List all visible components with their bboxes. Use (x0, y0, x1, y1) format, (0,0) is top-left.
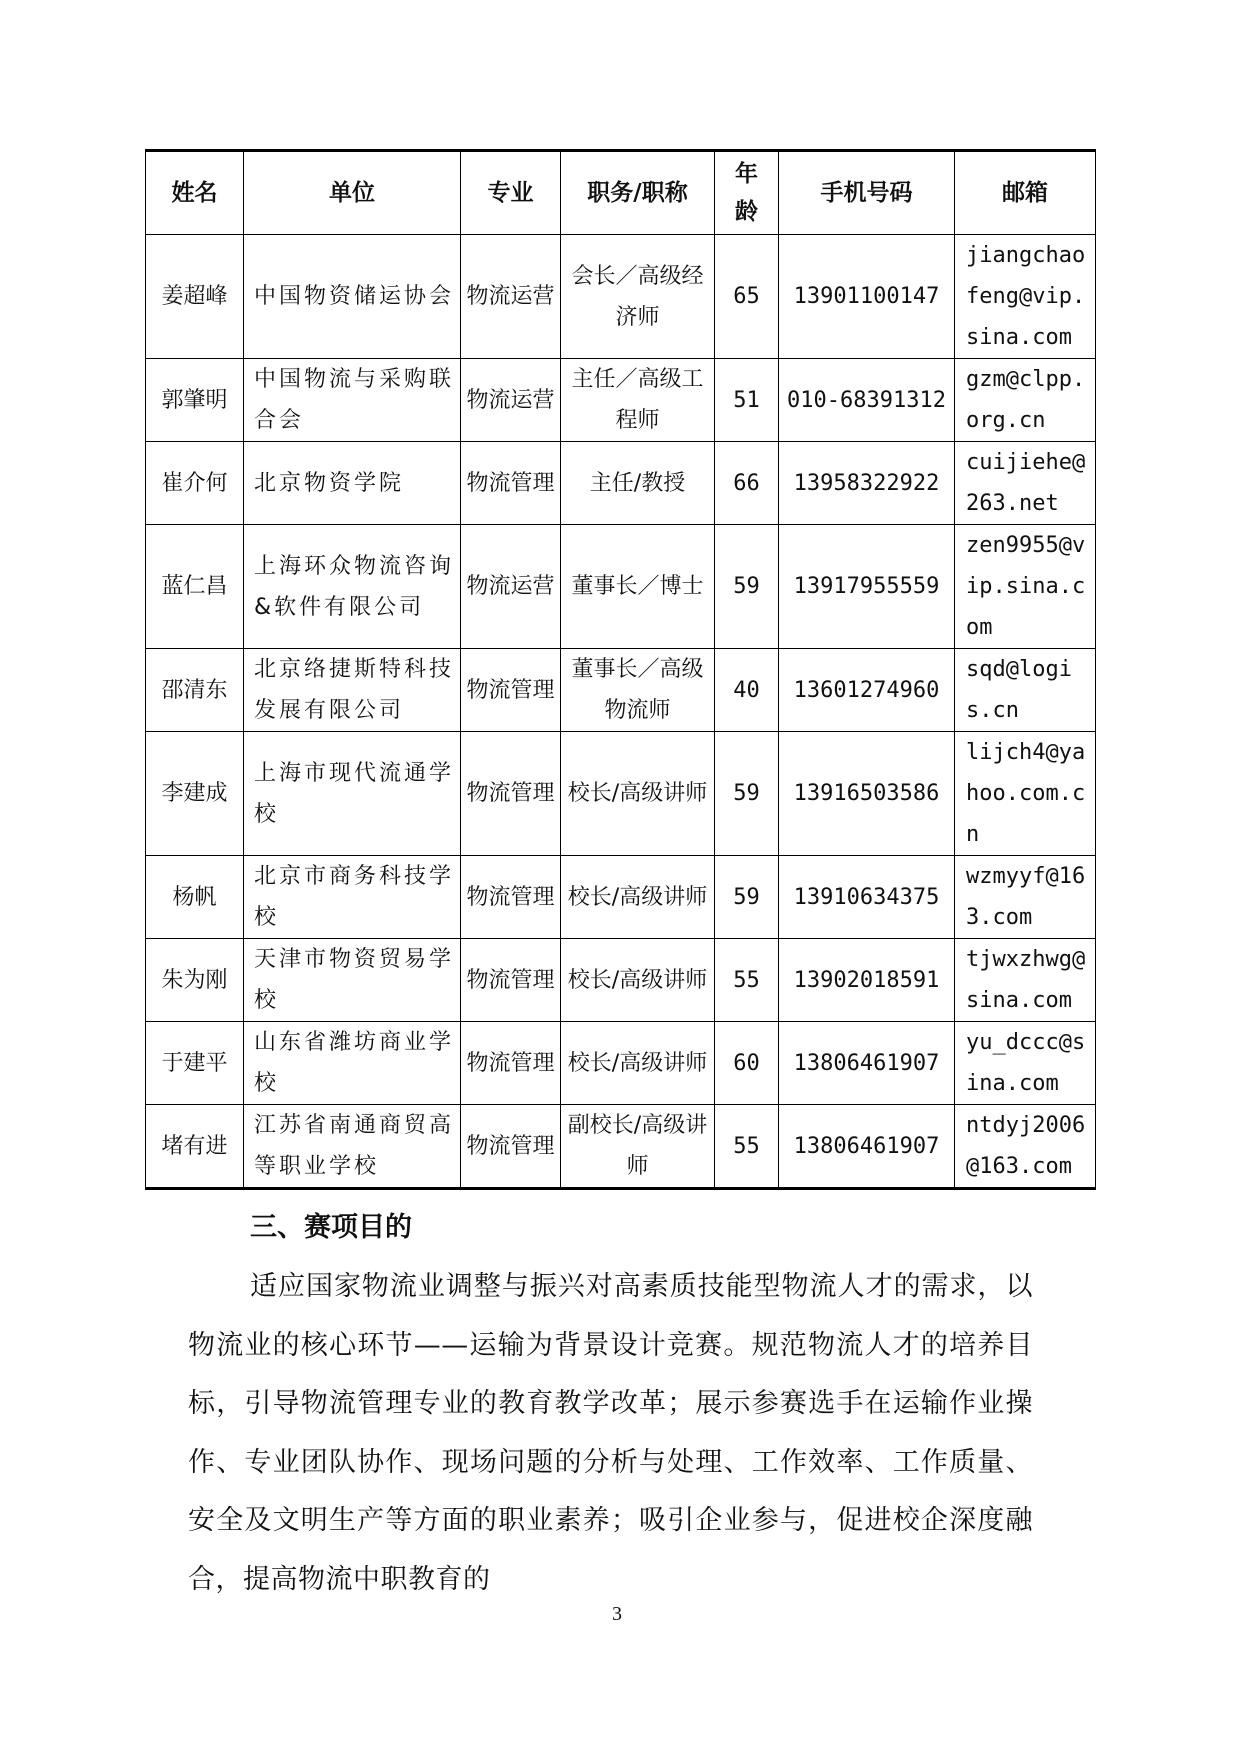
cell-name: 堵有进 (146, 1105, 244, 1189)
cell-email: sqd@logis.cn (955, 649, 1096, 732)
table-row (146, 442, 1096, 525)
cell-title: 主任/教授 (561, 442, 715, 525)
cell-unit: 中国物资储运协会 (244, 235, 461, 359)
cell-major: 物流运营 (461, 525, 561, 649)
cell-phone: 13958322922 (779, 442, 955, 525)
cell-name: 朱为刚 (146, 939, 244, 1022)
cell-email: gzm@clpp.org.cn (955, 359, 1096, 442)
cell-unit: 北京络捷斯特科技发展有限公司 (244, 649, 461, 732)
cell-title: 校长/高级讲师 (561, 939, 715, 1022)
cell-name: 于建平 (146, 1022, 244, 1105)
cell-major: 物流运营 (461, 359, 561, 442)
cell-phone: 13901100147 (779, 235, 955, 359)
cell-email: yu_dccc@sina.com (955, 1022, 1096, 1105)
cell-email: wzmyyf@163.com (955, 856, 1096, 939)
cell-email: cuijiehe@263.net (955, 442, 1096, 525)
header-title: 职务/职称 (561, 151, 715, 235)
table-row (146, 359, 1096, 442)
cell-title: 主任／高级工程师 (561, 359, 715, 442)
cell-name: 姜超峰 (146, 235, 244, 359)
cell-major: 物流管理 (461, 856, 561, 939)
cell-name: 蓝仁昌 (146, 525, 244, 649)
cell-unit: 天津市物资贸易学校 (244, 939, 461, 1022)
cell-email: tjwxzhwg@sina.com (955, 939, 1096, 1022)
header-age-line2: 龄 (735, 199, 758, 225)
table-body (146, 235, 1096, 1189)
cell-phone: 13806461907 (779, 1105, 955, 1189)
cell-major: 物流管理 (461, 732, 561, 856)
cell-age: 59 (715, 856, 779, 939)
cell-email: zen9955@vip.sina.com (955, 525, 1096, 649)
cell-age: 55 (715, 1105, 779, 1189)
table-row (146, 525, 1096, 649)
cell-age: 55 (715, 939, 779, 1022)
cell-unit: 上海环众物流咨询&软件有限公司 (244, 525, 461, 649)
cell-unit: 上海市现代流通学校 (244, 732, 461, 856)
cell-major: 物流管理 (461, 1105, 561, 1189)
header-age-line1: 年 (735, 161, 758, 187)
table-row (146, 235, 1096, 359)
cell-title: 校长/高级讲师 (561, 732, 715, 856)
header-email: 邮箱 (955, 151, 1096, 235)
cell-major: 物流管理 (461, 649, 561, 732)
cell-phone: 13902018591 (779, 939, 955, 1022)
cell-unit: 山东省潍坊商业学校 (244, 1022, 461, 1105)
table-row (146, 939, 1096, 1022)
cell-title: 董事长／高级物流师 (561, 649, 715, 732)
header-age (715, 151, 779, 235)
expert-table (145, 149, 1096, 1190)
cell-title: 董事长／博士 (561, 525, 715, 649)
cell-email: jiangchaofeng@vip.sina.com (955, 235, 1096, 359)
cell-title: 副校长/高级讲师 (561, 1105, 715, 1189)
cell-major: 物流管理 (461, 442, 561, 525)
cell-title: 会长／高级经济师 (561, 235, 715, 359)
cell-unit: 中国物流与采购联合会 (244, 359, 461, 442)
page-number: 3 (612, 1603, 622, 1625)
cell-age: 40 (715, 649, 779, 732)
header-name: 姓名 (146, 151, 244, 235)
table-row (146, 732, 1096, 856)
cell-major: 物流管理 (461, 1022, 561, 1105)
cell-name: 郭肇明 (146, 359, 244, 442)
table-row (146, 1105, 1096, 1189)
cell-phone: 13601274960 (779, 649, 955, 732)
header-unit: 单位 (244, 151, 461, 235)
cell-email: lijch4@yahoo.com.cn (955, 732, 1096, 856)
table-row (146, 856, 1096, 939)
cell-age: 59 (715, 732, 779, 856)
cell-age: 59 (715, 525, 779, 649)
section-heading: 三、赛项目的 (250, 1212, 412, 1243)
cell-phone: 13917955559 (779, 525, 955, 649)
cell-unit: 江苏省南通商贸高等职业学校 (244, 1105, 461, 1189)
cell-age: 65 (715, 235, 779, 359)
cell-phone: 13916503586 (779, 732, 955, 856)
cell-age: 51 (715, 359, 779, 442)
header-major: 专业 (461, 151, 561, 235)
header-phone: 手机号码 (779, 151, 955, 235)
cell-name: 李建成 (146, 732, 244, 856)
table-row (146, 1022, 1096, 1105)
cell-age: 66 (715, 442, 779, 525)
cell-phone: 13910634375 (779, 856, 955, 939)
cell-age: 60 (715, 1022, 779, 1105)
cell-title: 校长/高级讲师 (561, 856, 715, 939)
cell-title: 校长/高级讲师 (561, 1022, 715, 1105)
section-paragraph: 适应国家物流业调整与振兴对高素质技能型物流人才的需求，以物流业的核心环节——运输为背景设计竞赛。规范物流人才的培养目标，引导物流管理专业的教育教学改革；展示参赛选手在运输作业操作、专业团队协作、现场问题的分析与处理、工作效率、工作质量、安全及文明生产等方面的职业素养；吸引企业参与，促进校企深度融合，提高物流中职教育的 (188, 1271, 1033, 1595)
cell-name: 崔介何 (146, 442, 244, 525)
cell-major: 物流运营 (461, 235, 561, 359)
cell-name: 杨帆 (146, 856, 244, 939)
cell-major: 物流管理 (461, 939, 561, 1022)
cell-unit: 北京物资学院 (244, 442, 461, 525)
table-row (146, 649, 1096, 732)
cell-name: 邵清东 (146, 649, 244, 732)
cell-phone: 13806461907 (779, 1022, 955, 1105)
cell-phone: 010-68391312 (779, 359, 955, 442)
table-header-row (146, 151, 1096, 235)
cell-email: ntdyj2006@163.com (955, 1105, 1096, 1189)
cell-unit: 北京市商务科技学校 (244, 856, 461, 939)
